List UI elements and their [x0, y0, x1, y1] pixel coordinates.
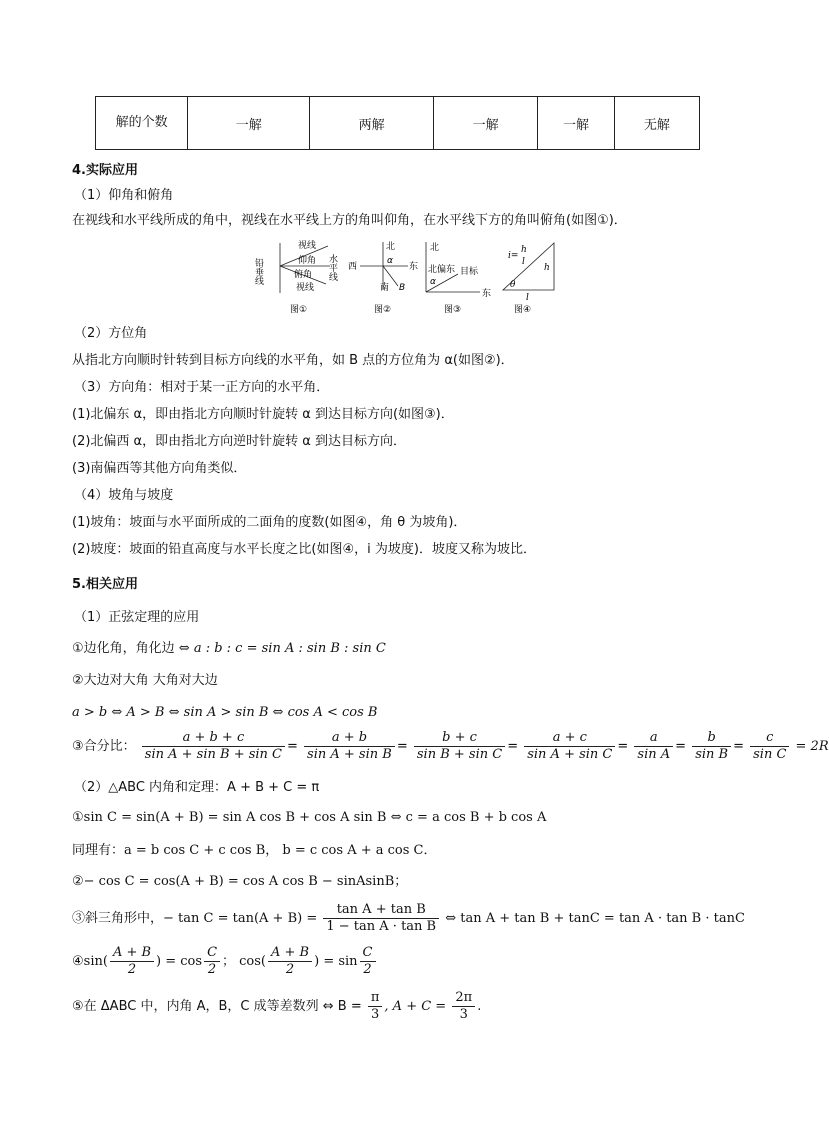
fig2-east: 东	[409, 262, 419, 272]
direction-item: (1)北偏东 α，即由指北方向顺时针旋转 α 到达目标方向(如图③)．	[72, 407, 454, 422]
fig4-length: l	[526, 293, 529, 303]
arith-end: .	[477, 999, 482, 1014]
ratio-fraction	[524, 730, 615, 763]
fig4-slope-label: i=	[508, 251, 519, 261]
fraction-num: a + b	[304, 730, 395, 747]
fraction-num: C	[204, 945, 220, 962]
table-row-label: 解的个数	[96, 97, 188, 150]
table-cell: 一解	[434, 97, 538, 150]
ratio-end: = 2R	[795, 739, 829, 754]
solution-count-table	[95, 96, 700, 150]
fraction-den: 1 − tan A · tan B	[326, 919, 437, 934]
slope-item: (1)坡角：坡面与水平面所成的二面角的度数(如图④，角 θ 为坡角)．	[72, 515, 467, 530]
fig3-label: 北偏东	[428, 265, 456, 275]
fig4-slope-num: h	[521, 245, 527, 255]
section-5-title: 5.相关应用	[72, 577, 138, 592]
fig4-theta: θ	[510, 280, 516, 290]
fraction-den: 2	[363, 962, 372, 977]
section-4-title: 4.实际应用	[72, 163, 138, 178]
arith-fraction	[452, 990, 475, 1023]
fig2-north: 北	[386, 242, 396, 252]
fraction-num: a + b + c	[142, 730, 285, 747]
figure-2	[348, 240, 418, 315]
ratio-fraction	[692, 730, 731, 763]
azimuth-text: 从指北方向顺时针转到目标方向线的水平角，如 B 点的方位角为 α(如图②)．	[72, 353, 514, 368]
fraction-num: C	[360, 945, 376, 962]
angle-sum-title: （2）△ABC 内角和定理：A + B + C = π	[74, 780, 320, 795]
figures-diagram	[253, 238, 558, 318]
fig3-east: 东	[482, 289, 492, 299]
fig4-slope-den: l	[522, 257, 525, 267]
fraction-den: sin A + sin B	[307, 747, 392, 762]
sine-law-title: （1）正弦定理的应用	[74, 610, 200, 625]
subsection-elevation-title: （1）仰角和俯角	[74, 188, 174, 203]
half-angle-fraction	[110, 945, 154, 978]
sine-law-line-3: a > b ⇔ A > B ⇔ sin A > sin B ⇔ cos A < cos B	[72, 705, 378, 720]
fig1-horizontal-label: 水平线	[327, 254, 337, 281]
elevation-text: 在视线和水平线所成的角中，视线在水平线上方的角叫仰角，在水平线下方的角叫俯角(如图①)．	[72, 213, 627, 228]
fraction-num: 2π	[452, 990, 475, 1007]
fraction-num: b + c	[414, 730, 505, 747]
fraction-den: sin B	[695, 747, 729, 762]
fraction-den: 2	[285, 962, 295, 977]
figure-1	[253, 239, 338, 315]
fig1-depression: 俯角	[294, 270, 313, 280]
fraction-den: 3	[459, 1007, 468, 1022]
fraction-den: sin A + sin C	[527, 747, 613, 762]
fraction-num: π	[368, 990, 383, 1007]
fig3-alpha: α	[430, 277, 436, 287]
fig2-west: 西	[348, 262, 358, 272]
fraction-den: sin A + sin B + sin C	[144, 747, 283, 762]
arith-prefix: ⑤在 ΔABC 中，内角 A，B，C 成等差数列 ⇔ B =	[72, 999, 362, 1014]
figure-3	[426, 241, 491, 315]
fraction-den: sin B + sin C	[416, 747, 503, 762]
fraction-den: 2	[127, 962, 137, 977]
fraction-num: c	[750, 730, 789, 747]
arithmetic-sequence-line	[72, 990, 481, 1023]
half-angle-part: ； cos(	[222, 954, 266, 969]
ratio-prefix: ③合分比：	[72, 739, 136, 754]
direction-item: (3)南偏西等其他方向角类似．	[72, 461, 247, 476]
ratio-fraction	[414, 730, 505, 763]
half-angle-fraction	[268, 945, 312, 978]
fig2-point-b: B	[399, 283, 406, 293]
ratio-line: ③合分比： $\frac{a + b + c}{\text{sin A + sin B + sin C}}$ = $\frac{a + b}{\text{sin A + sin B}}$ = $\frac{b + c}{\text{sin B + sin C}}$ = $\frac{a + c}{\text{sin A + sin C}}$ = $\frac{a}{\text{sin A}}$ = $\frac{b}{\text{sin B}}$ = $\frac{c}{\text{sin C}}$ = 2R	[72, 730, 829, 762]
subsection-direction-title: （3）方向角：相对于某一正方向的水平角．	[74, 380, 330, 395]
fig1-sight-top: 视线	[298, 241, 317, 251]
slope-item: (2)坡度：坡面的铅直高度与水平长度之比(如图④，i 为坡度)．坡度又称为坡比．	[72, 542, 536, 557]
fraction-num: b	[692, 730, 731, 747]
ratio-fraction	[142, 730, 285, 763]
tangent-line	[72, 902, 745, 935]
angle-sum-line-3: ②− cos C = cos(A + B) = cos A cos B − sinAsinB；	[72, 874, 408, 889]
arith-mid: , A + C =	[384, 999, 447, 1014]
direction-item: (2)北偏西 α，即由指北方向逆时针旋转 α 到达目标方向．	[72, 434, 406, 449]
fraction-den: sin A	[637, 747, 671, 762]
half-angle-part: ) = cos	[156, 954, 203, 969]
fig2-alpha: α	[387, 256, 393, 266]
fraction-den: sin C	[753, 747, 787, 762]
table-row	[96, 97, 700, 150]
angle-sum-line-2: 同理有：a = b cos C + c cos B， b = c cos A + a cos C．	[72, 843, 437, 858]
fig3-caption: 图③	[444, 305, 462, 315]
fig4-caption: 图④	[514, 305, 532, 315]
fig1-vertical-label: 铅垂线	[253, 258, 263, 285]
angle-sum-line-1: ①sin C = sin(A + B) = sin A cos B + cos A sin B ⇔ c = a cos B + b cos A	[72, 810, 547, 825]
fig3-target: 目标	[460, 267, 479, 277]
fig4-height: h	[544, 263, 550, 273]
fig2-caption: 图②	[374, 305, 392, 315]
half-angle-line	[72, 945, 378, 978]
ratio-fraction	[750, 730, 789, 763]
table-cell: 无解	[614, 97, 699, 150]
half-angle-part: ④sin(	[72, 954, 108, 969]
tangent-prefix: ③斜三角形中，− tan C = tan(A + B) =	[72, 911, 318, 926]
sine-law-line-1	[72, 640, 386, 658]
line-1-prefix: ①边化角，角化边	[72, 641, 175, 656]
line-1-math: ⇔ a : b : c = sin A : sin B : sin C	[178, 641, 386, 656]
table-cell: 一解	[538, 97, 614, 150]
tangent-fraction	[323, 902, 439, 935]
fig1-elevation: 仰角	[298, 256, 317, 266]
fraction-num: A + B	[268, 945, 312, 962]
tangent-suffix: ⇔ tan A + tan B + tanC = tan A · tan B · tanC	[445, 911, 745, 926]
arith-fraction	[368, 990, 383, 1023]
half-angle-fraction	[360, 945, 376, 978]
subsection-slope-title: （4）坡角与坡度	[74, 488, 174, 503]
fraction-num: a + c	[524, 730, 615, 747]
fraction-den: 2	[207, 962, 217, 977]
table-cell: 一解	[188, 97, 310, 150]
fig1-caption: 图①	[290, 305, 308, 315]
ratio-fraction	[304, 730, 395, 763]
figure-4	[503, 243, 554, 315]
half-angle-part: ) = sin	[314, 954, 358, 969]
fraction-num: a	[634, 730, 673, 747]
sine-law-line-2: ②大边对大角 大角对大边	[72, 673, 218, 688]
fraction-num: tan A + tan B	[323, 902, 439, 919]
ratio-fraction	[634, 730, 673, 763]
table-cell: 两解	[310, 97, 434, 150]
fig1-sight-bottom: 视线	[296, 283, 315, 293]
fig3-north: 北	[430, 243, 440, 253]
subsection-azimuth-title: （2）方位角	[74, 326, 148, 341]
half-angle-fraction	[204, 945, 220, 978]
fig2-south: 南	[380, 283, 390, 293]
fraction-den: 3	[371, 1007, 380, 1022]
fraction-num: A + B	[110, 945, 154, 962]
